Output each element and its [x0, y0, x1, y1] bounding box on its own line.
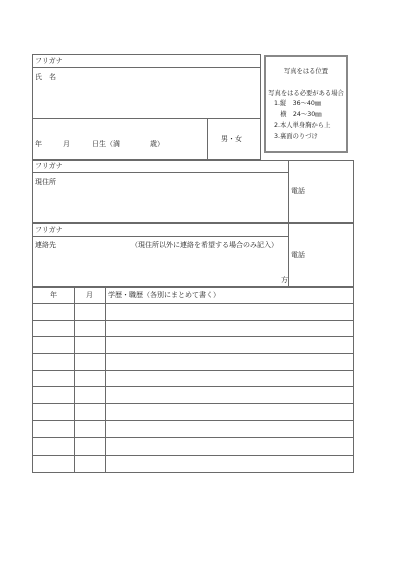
name-furigana-label: フリガナ	[35, 57, 63, 65]
contact-note: （現住所以外に連絡を希望する場合のみ記入）	[131, 241, 278, 249]
history-row-line	[32, 386, 354, 387]
furigana-divider	[32, 67, 261, 68]
contact-phone-label: 電話	[291, 251, 305, 259]
birth-month-label: 月	[63, 140, 70, 148]
address-label: 現住所	[35, 178, 56, 186]
history-year-header: 年	[50, 291, 57, 299]
address-phone-divider	[288, 160, 289, 223]
gender-divider	[207, 118, 208, 160]
contact-furigana-label: フリガナ	[35, 226, 63, 234]
contact-label: 連絡先	[35, 241, 56, 249]
address-furigana-label: フリガナ	[35, 162, 63, 170]
history-content-header: 学歴・職歴（各別にまとめて書く）	[108, 291, 220, 299]
history-row-line	[32, 370, 354, 371]
age-unit-label: 歳）	[150, 140, 164, 148]
photo-box	[264, 55, 348, 153]
history-row-line	[32, 437, 354, 438]
history-row-line	[32, 336, 354, 337]
name-label: 氏 名	[35, 73, 56, 81]
birth-day-label: 日生（満	[92, 140, 120, 148]
contact-furigana-divider	[32, 236, 288, 237]
history-table	[32, 287, 354, 473]
name-divider	[32, 118, 261, 119]
gender-label: 男・女	[221, 135, 242, 143]
history-row-line	[32, 320, 354, 321]
history-row-line	[32, 403, 354, 404]
history-month-header: 月	[86, 291, 93, 299]
contact-section	[32, 223, 354, 287]
history-month-col-divider	[105, 287, 106, 473]
photo-instruction-chest: 2.本人単身胸から上	[274, 122, 331, 129]
photo-instruction-glue: 3.裏面のりづけ	[274, 133, 318, 140]
birth-year-label: 年	[35, 140, 42, 148]
photo-size-vertical: 1.縦 36～40㎜	[274, 100, 322, 107]
photo-title: 写真をはる位置	[283, 68, 329, 75]
address-section	[32, 160, 354, 223]
history-row-line	[32, 455, 354, 456]
address-phone-label: 電話	[291, 187, 305, 195]
photo-instruction-header: 写真をはる必要がある場合	[268, 90, 344, 97]
history-row-line	[32, 420, 354, 421]
address-furigana-divider	[32, 172, 288, 173]
photo-size-horizontal: 横 24～30㎜	[274, 111, 322, 118]
contact-phone-divider	[288, 223, 289, 287]
contact-suffix: 方	[281, 276, 288, 284]
history-year-col-divider	[74, 287, 75, 473]
history-row-line	[32, 353, 354, 354]
history-row-line	[32, 303, 354, 304]
